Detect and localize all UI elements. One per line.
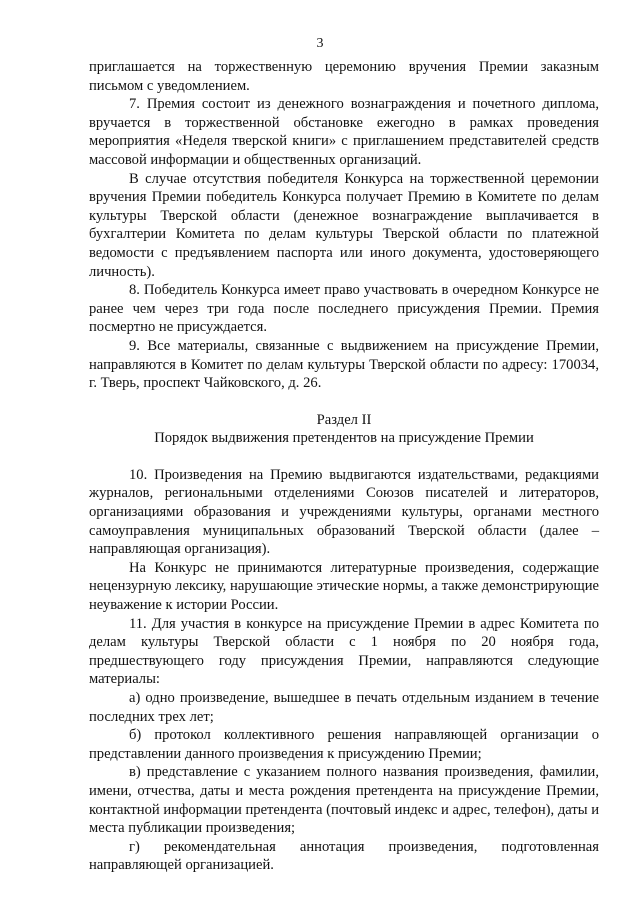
list-item-a: а) одно произведение, вышедшее в печать отдельным изданием в течение последних трех лет; — [89, 690, 599, 725]
section-spacer-after — [89, 448, 599, 466]
list-item-v: в) представление с указанием полного названия произведения, фамилии, имени, отчества, даты и места рождения претендента на присуждение Премии, контактной информации претендента (почтовый индекс и адрес, телефон), даты и места публикации произведения; — [89, 764, 600, 837]
paragraph-clause-8: 8. Победитель Конкурса имеет право участвовать в очередном Конкурсе не ранее чем через три года после последнего присуждения Премии. Премия посмертно не присуждается. — [89, 282, 599, 336]
paragraph-invitation-continuation: приглашается на торжественную церемонию вручения Премии заказным письмом с уведомлением. — [89, 59, 599, 94]
section-subtitle: Порядок выдвижения претендентов на присуждение Премии — [154, 430, 534, 447]
section-spacer — [89, 393, 599, 411]
paragraph-not-accepted: На Конкурс не принимаются литературные произведения, содержащие нецензурную лексику, нарушающие этические нормы, а также демонстрирующие неуважение к истории России. — [89, 559, 599, 614]
section-title: Раздел II — [316, 411, 372, 428]
paragraph-clause-7: 7. Премия состоит из денежного вознаграждения и почетного диплома, вручается в торжественной обстановке ежегодно в рамках проведения мероприятия «Неделя тверской книги» с приглашением представителей средств массовой информации и общественных организаций. — [89, 96, 599, 168]
paragraph-absence-of-winner: В случае отсутствия победителя Конкурса на торжественной церемонии вручения Премии победитель Конкурса получает Премию в Комитете по делам культуры Тверской области (денежное вознаграждение выплачивается в бухгалтерии Комитета по делам культуры Тверской области по платежной ведомости с предъявлением паспорта или иного документа, удостоверяющего личность). — [89, 170, 599, 280]
list-item-g: г) рекомендательная аннотация произведения, подготовленная направляющей организацией. — [89, 838, 599, 874]
document-body — [89, 58, 599, 875]
page-number: 3 — [316, 36, 324, 51]
paragraph-clause-10: 10. Произведения на Премию выдвигаются издательствами, редакциями журналов, региональными отделениями Союзов писателей и литераторов, организациями образования и учреждениями культуры, органами местного самоуправления муниципальных образований Тверской области (далее – направляющая организация). — [89, 466, 599, 558]
paragraph-clause-11: 11. Для участия в конкурсе на присуждение Премии в адрес Комитета по делам культуры Тверской области с 1 ноября по 20 ноября года, предшествующего году присуждения Премии, направляются следующие материалы: — [89, 615, 599, 688]
list-item-b: б) протокол коллективного решения направляющей организации о представлении данного произведения к присуждению Премии; — [89, 727, 599, 762]
paragraph-clause-9: 9. Все материалы, связанные с выдвижением на присуждение Премии, направляются в Комитет по делам культуры Тверской области по адресу: 170034, г. Тверь, проспект Чайковского, д. 26. — [89, 337, 599, 392]
